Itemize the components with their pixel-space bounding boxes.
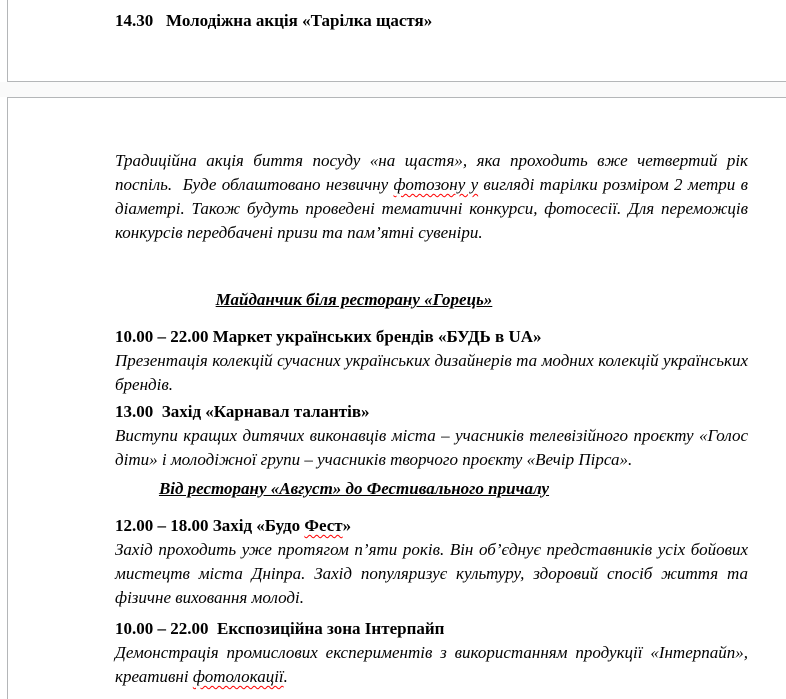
section-heading-avgust-prychal: Від ресторану «Август» до Фестивального причалу [158, 479, 550, 498]
interpipe-description-after: . [283, 667, 288, 686]
event-description-karnaval-talantiv: Виступи кращих дитячих виконавців міста – учасників телевізійного проєкту «Голос діти» і молодіжної групи – учасників творчого проєкту «Вечір Пірса». [115, 426, 748, 469]
event-description-budo-fest: Захід проходить уже протягом п’яти років. Він об’єднує представників усіх бойових мистецтв міста Дніпра. Захід популяризує культуру, здоровий спосіб життя та фізичне виховання молоді. [115, 540, 748, 607]
page-gap [0, 82, 786, 97]
page-2-content [115, 98, 748, 689]
event-description-interpipe [115, 641, 748, 689]
spellcheck-flagged-word-fotolokatsii: фотолокації [192, 667, 284, 686]
intro-text-after: вигляді тарілки розміром 2 метри в діаметрі. Також будуть проведені тематичні конкурси, фотосесії. Для переможців конкурсів передбачені призи та пам’ятні сувеніри. [115, 175, 748, 242]
intro-paragraph [115, 149, 748, 245]
spellcheck-flagged-word-fotozonu: фотозону у [393, 175, 479, 194]
event-description-market-bud-v-ua: Презентація колекцій сучасних українських дизайнерів та модних колекцій українських брендів. [115, 351, 748, 394]
page-1-content [115, 0, 748, 33]
spellcheck-flagged-word-fest: Фест [304, 516, 343, 535]
event-label-interpipe: 10.00 – 22.00 Експозиційна зона Інтерпайп [115, 619, 445, 638]
document-page-2[interactable] [7, 97, 786, 699]
budo-fest-label-after: » [342, 516, 352, 535]
event-label-market-bud-v-ua: 10.00 – 22.00 Маркет українських брендів «БУДЬ в UA» [115, 327, 542, 346]
event-label-karnaval-talantiv: 13.00 Захід «Карнавал талантів» [115, 402, 370, 421]
section-heading-gorets: Майданчик біля ресторану «Горець» [215, 290, 493, 309]
document-page-1[interactable] [7, 0, 786, 82]
budo-fest-label-before: 12.00 – 18.00 Захід «Будо [115, 516, 305, 535]
event-label-tarilka-shchastya: 14.30 Молодіжна акція «Тарілка щастя» [115, 11, 433, 30]
intro-text-before: Традиційна акція биття посуду «на щастя», яка проходить вже четвертий рік поспіль. Буде облаштовано незвичну [115, 151, 748, 194]
event-label-budo-fest [115, 514, 748, 538]
interpipe-description-before: Демонстрація промислових експериментів з використанням продукції «Інтерпайп», креативні [115, 643, 748, 686]
